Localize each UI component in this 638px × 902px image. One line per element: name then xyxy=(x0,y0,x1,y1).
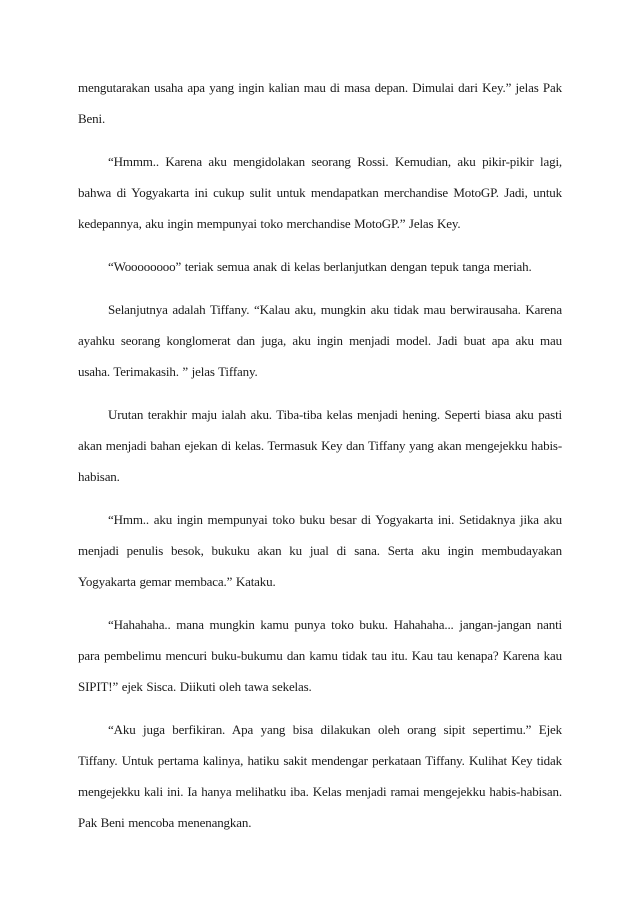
paragraph-7: “Hahahaha.. mana mungkin kamu punya toko buku. Hahahaha... jangan-jangan nanti para pembelimu mencuri buku-bukumu dan kamu tidak tau itu. Kau tau kenapa? Karena kau SIPIT!” ejek Sisca. Diikuti oleh tawa sekelas. xyxy=(78,617,562,694)
paragraph-4: Selanjutnya adalah Tiffany. “Kalau aku, mungkin aku tidak mau berwirausaha. Karena ayahku seorang konglomerat dan juga, aku ingin menjadi model. Jadi buat apa aku mau usaha. Terimakasih. ” jelas Tiffany. xyxy=(78,302,562,379)
paragraph-6: “Hmm.. aku ingin mempunyai toko buku besar di Yogyakarta ini. Setidaknya jika aku menjadi penulis besok, bukuku akan ku jual di sana. Serta aku ingin membudayakan Yogyakarta gemar membaca.” Kataku. xyxy=(78,512,562,589)
paragraph-5: Urutan terakhir maju ialah aku. Tiba-tiba kelas menjadi hening. Seperti biasa aku pasti akan menjadi bahan ejekan di kelas. Termasuk Key dan Tiffany yang akan mengejekku habis-habisan. xyxy=(78,407,562,484)
document-page xyxy=(78,72,562,850)
paragraph-8: “Aku juga berfikiran. Apa yang bisa dilakukan oleh orang sipit sepertimu.” Ejek Tiffany. Untuk pertama kalinya, hatiku sakit mendengar perkataan Tiffany. Kulihat Key tidak mengejekku kali ini. Ia hanya melihatku iba. Kelas menjadi ramai mengejekku habis-habisan. Pak Beni mencoba menenangkan. xyxy=(78,722,562,830)
paragraph-2: “Hmmm.. Karena aku mengidolakan seorang Rossi. Kemudian, aku pikir-pikir lagi, bahwa di Yogyakarta ini cukup sulit untuk mendapatkan merchandise MotoGP. Jadi, untuk kedepannya, aku ingin mempunyai toko merchandise MotoGP.” Jelas Key. xyxy=(78,154,562,231)
paragraph-1: mengutarakan usaha apa yang ingin kalian mau di masa depan. Dimulai dari Key.” jelas Pak Beni. xyxy=(78,80,562,126)
paragraph-3: “Woooooooo” teriak semua anak di kelas berlanjutkan dengan tepuk tanga meriah. xyxy=(108,259,532,274)
